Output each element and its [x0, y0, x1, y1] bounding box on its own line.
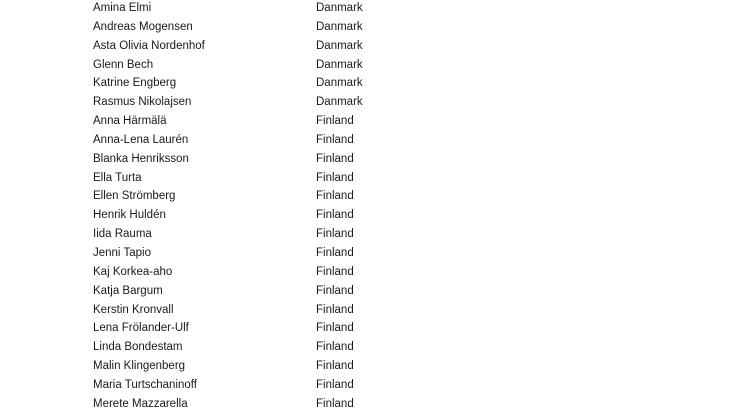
person-name: Henrik Huldén	[93, 209, 166, 222]
list-item	[93, 319, 436, 338]
person-name: Rasmus Nikolajsen	[93, 96, 192, 109]
list-item	[93, 18, 436, 37]
person-country: Finland	[316, 190, 354, 203]
person-country: Danmark	[316, 20, 363, 33]
person-country: Finland	[316, 322, 354, 335]
list-item	[93, 37, 436, 56]
person-country: Finland	[316, 284, 354, 297]
person-country: Danmark	[316, 39, 363, 52]
person-country: Finland	[316, 228, 354, 241]
person-name: Katja Bargum	[93, 284, 163, 297]
person-name: Andreas Mogensen	[93, 20, 193, 33]
list-item	[93, 376, 436, 395]
list-item	[93, 187, 436, 206]
list-item	[93, 357, 436, 376]
person-name: Ella Turta	[93, 171, 142, 184]
person-name: Kerstin Kronvall	[93, 303, 174, 316]
person-country: Danmark	[316, 58, 363, 71]
person-country: Finland	[316, 209, 354, 222]
participant-list	[93, 0, 436, 414]
person-name: Blanka Henriksson	[93, 152, 189, 165]
list-item	[93, 301, 436, 320]
person-country: Danmark	[316, 2, 363, 14]
person-country: Finland	[316, 152, 354, 165]
person-name: Katrine Engberg	[93, 77, 177, 90]
person-name: Malin Klingenberg	[93, 360, 186, 373]
list-item	[93, 169, 436, 188]
list-item	[93, 225, 436, 244]
person-name: Amina Elmi	[93, 2, 152, 14]
person-name: Jenni Tapio	[93, 246, 151, 259]
list-item	[93, 56, 436, 75]
person-country: Finland	[316, 303, 354, 316]
list-item	[93, 93, 436, 112]
person-country: Finland	[316, 397, 354, 410]
person-name: Anna Härmälä	[93, 115, 167, 128]
person-name: Lena Frölander-Ulf	[93, 322, 189, 335]
person-name: Maria Turtschaninoff	[93, 378, 197, 391]
person-name: Iida Rauma	[93, 228, 152, 241]
list-item	[93, 74, 436, 93]
list-item	[93, 150, 436, 169]
person-country: Danmark	[316, 96, 363, 109]
person-name: Linda Bondestam	[93, 341, 183, 354]
person-name: Kaj Korkea-aho	[93, 265, 173, 278]
person-country: Finland	[316, 171, 354, 184]
person-country: Finland	[316, 360, 354, 373]
list-item	[93, 0, 436, 18]
person-country: Danmark	[316, 77, 363, 90]
person-name: Asta Olivia Nordenhof	[93, 39, 205, 52]
person-name: Glenn Bech	[93, 58, 154, 71]
person-country: Finland	[316, 246, 354, 259]
person-name: Ellen Strömberg	[93, 190, 176, 203]
list-item	[93, 206, 436, 225]
list-item	[93, 112, 436, 131]
list-item	[93, 131, 436, 150]
list-item	[93, 338, 436, 357]
person-country: Finland	[316, 378, 354, 391]
person-name: Anna-Lena Laurén	[93, 133, 189, 146]
list-item	[93, 395, 436, 414]
person-name: Merete Mazzarella	[93, 397, 188, 410]
list-item	[93, 263, 436, 282]
person-country: Finland	[316, 265, 354, 278]
list-item	[93, 244, 436, 263]
person-country: Finland	[316, 133, 354, 146]
person-country: Finland	[316, 115, 354, 128]
person-country: Finland	[316, 341, 354, 354]
list-item	[93, 282, 436, 301]
